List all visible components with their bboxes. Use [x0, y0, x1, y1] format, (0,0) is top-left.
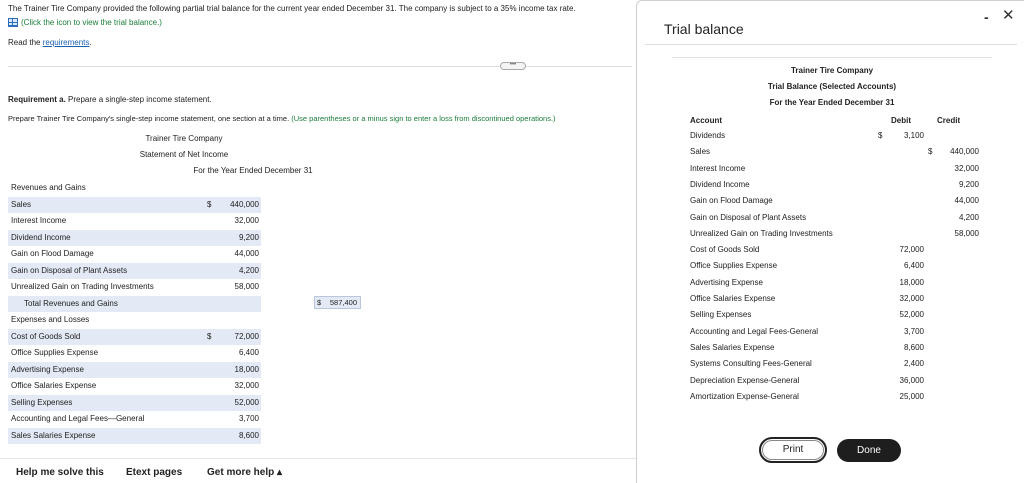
tb-debit	[862, 275, 924, 291]
tb-credit-value: 58,000	[954, 228, 979, 238]
statement-row	[8, 279, 261, 296]
tb-credit	[924, 177, 979, 193]
tb-company: Trainer Tire Company	[790, 66, 874, 75]
tb-row	[672, 324, 992, 340]
amount-value[interactable]: 32,000	[234, 216, 259, 225]
tb-account: Accounting and Legal Fees-General	[690, 326, 819, 336]
tb-account: Systems Consulting Fees-General	[690, 359, 812, 369]
tb-debit-value: 6,400	[903, 261, 924, 271]
view-trial-balance-text[interactable]: (Click the icon to view the trial balance.)	[21, 18, 162, 27]
tb-account: Office Supplies Expense	[690, 261, 778, 271]
done-button[interactable]: Done	[837, 439, 901, 462]
tb-debit-dollar: $	[878, 131, 883, 140]
tb-account: Selling Expenses	[690, 310, 752, 320]
requirement-a-text: Prepare a single-step income statement.	[68, 95, 212, 104]
tb-credit-dollar: $	[928, 147, 933, 157]
minimize-button[interactable]: -	[984, 9, 989, 25]
read-prefix: Read the	[8, 38, 41, 47]
problem-intro: The Trainer Tire Company provided the following partial trial balance for the current year ended December 31. The company is subject to a 35% income tax rate.	[8, 4, 576, 13]
help-bar	[0, 458, 636, 483]
statement-row-label[interactable]: Accounting and Legal Fees—General	[11, 414, 145, 423]
tb-debit	[862, 291, 924, 307]
tb-account: Depreciation Expense-General	[690, 375, 800, 385]
statement-row-label[interactable]: Revenues and Gains	[11, 183, 86, 192]
statement-row-amount[interactable]	[205, 329, 261, 346]
tb-row	[672, 128, 992, 144]
trial-balance-table	[672, 57, 992, 425]
statement-row-amount[interactable]	[205, 411, 261, 428]
tb-row	[672, 275, 992, 291]
statement-title: Statement of Net Income	[139, 150, 229, 159]
tb-debit	[862, 340, 924, 356]
tb-credit-value: 44,000	[954, 196, 979, 206]
tb-row	[672, 373, 992, 389]
tb-debit-value: 36,000	[899, 375, 924, 385]
tb-period: For the Year Ended December 31	[769, 98, 895, 107]
amount-value[interactable]: 9,200	[238, 232, 259, 242]
statement-row-amount[interactable]	[205, 263, 261, 280]
tb-debit-value: 3,100	[903, 131, 924, 140]
tb-row	[672, 193, 992, 209]
requirement-a	[8, 95, 212, 104]
prepare-text: Prepare Trainer Tire Company's single-step income statement, one section at a time.	[8, 114, 290, 123]
tb-row	[672, 389, 992, 405]
amount-dollar-sign: $	[207, 331, 212, 341]
tb-row	[672, 161, 992, 177]
tb-credit	[924, 226, 979, 242]
statement-company: Trainer Tire Company	[145, 134, 223, 143]
trial-balance-dialog	[636, 0, 1024, 483]
statement-row-label[interactable]: Office Salaries Expense	[11, 381, 97, 390]
statement-row	[8, 296, 261, 313]
help-me-solve-button[interactable]: Help me solve this	[16, 467, 104, 478]
statement-row-label[interactable]: Expenses and Losses	[11, 315, 90, 324]
get-more-help-button[interactable]: Get more help ▴	[207, 467, 283, 478]
tb-debit	[862, 258, 924, 274]
tb-row	[672, 356, 992, 372]
statement-row	[8, 312, 261, 329]
statement-row-label[interactable]: Total Revenues and Gains	[24, 298, 118, 308]
dialog-divider	[645, 44, 1017, 45]
amount-dollar-sign: $	[207, 199, 212, 209]
statement-row-amount[interactable]	[205, 395, 261, 412]
tb-credit	[924, 193, 979, 209]
etext-pages-button[interactable]: Etext pages	[126, 467, 183, 478]
tb-credit-value: 4,200	[958, 212, 979, 222]
statement-period: For the Year Ended December 31	[193, 166, 313, 175]
section-divider	[8, 66, 632, 67]
tb-debit	[862, 356, 924, 372]
statement-row	[8, 428, 261, 445]
tb-debit-value: 25,000	[899, 391, 924, 401]
tb-credit-value: 440,000	[950, 147, 979, 157]
statement-row-label[interactable]: Advertising Expense	[11, 364, 84, 374]
tb-debit-value: 72,000	[899, 245, 924, 255]
tb-debit	[862, 373, 924, 389]
tb-account: Interest Income	[690, 163, 746, 173]
tb-debit	[862, 128, 924, 144]
tb-credit	[924, 161, 979, 177]
total-revenues-input[interactable]	[314, 296, 361, 309]
tb-account: Office Salaries Expense	[690, 294, 776, 303]
statement-row-label[interactable]: Interest Income	[11, 216, 67, 225]
tb-subtitle: Trial Balance (Selected Accounts)	[767, 82, 897, 91]
amount-value[interactable]: 44,000	[234, 249, 259, 258]
tb-account: Advertising Expense	[690, 277, 763, 287]
amount-value[interactable]: 3,700	[238, 414, 259, 423]
tb-account: Dividend Income	[690, 179, 750, 189]
statement-row-amount[interactable]	[205, 197, 261, 214]
tb-debit-value: 8,600	[903, 342, 924, 352]
tb-debit-value: 52,000	[899, 310, 924, 320]
statement-row	[8, 263, 261, 280]
tb-account: Cost of Goods Sold	[690, 245, 760, 255]
amount-value[interactable]: 4,200	[238, 265, 259, 275]
tb-row	[672, 210, 992, 226]
statement-row-amount[interactable]	[205, 213, 261, 230]
statement-row-label[interactable]: Sales	[11, 199, 32, 209]
statement-row	[8, 378, 261, 395]
tb-row	[672, 340, 992, 356]
close-icon[interactable]: ✕	[1002, 7, 1015, 24]
statement-row-label[interactable]: Unrealized Gain on Trading Investments	[11, 282, 154, 291]
amount-value[interactable]: 72,000	[234, 331, 259, 341]
statement-row-amount[interactable]	[205, 362, 261, 379]
statement-row-label[interactable]: Gain on Disposal of Plant Assets	[11, 265, 128, 275]
tb-credit	[924, 144, 979, 160]
tb-account: Sales Salaries Expense	[690, 342, 775, 352]
tb-row	[672, 226, 992, 242]
amount-value[interactable]: 6,400	[238, 348, 259, 357]
tb-row	[672, 242, 992, 258]
tb-credit-value: 9,200	[958, 179, 979, 189]
tb-debit	[862, 389, 924, 405]
statement-row-amount[interactable]	[205, 378, 261, 395]
statement-row-label[interactable]: Selling Expenses	[11, 397, 73, 407]
statement-row	[8, 180, 261, 197]
tb-account: Sales	[690, 147, 711, 157]
total-revenues-value[interactable]: 587,400	[329, 298, 357, 307]
tb-debit-value: 3,700	[903, 326, 924, 336]
tb-debit	[862, 324, 924, 340]
income-statement-table	[8, 180, 368, 444]
tb-credit	[924, 210, 979, 226]
requirement-a-label: Requirement a.	[8, 95, 66, 104]
statement-row-amount[interactable]	[205, 230, 261, 247]
print-button[interactable]: Print	[759, 437, 827, 463]
amount-value[interactable]: 18,000	[234, 364, 259, 374]
amount-value[interactable]: 58,000	[234, 282, 259, 291]
expand-more-button[interactable]: •••	[500, 62, 526, 70]
statement-row-amount[interactable]	[205, 345, 261, 362]
tb-row	[672, 258, 992, 274]
statement-row	[8, 213, 261, 230]
requirements-link[interactable]: requirements	[42, 38, 90, 47]
amount-value[interactable]: 440,000	[230, 199, 259, 209]
read-suffix: .	[89, 38, 92, 47]
tb-debit-value: 18,000	[899, 277, 924, 287]
statement-row	[8, 246, 261, 263]
tb-credit-value: 32,000	[954, 163, 979, 173]
amount-value[interactable]: 32,000	[234, 381, 259, 390]
amount-value[interactable]: 8,600	[238, 430, 259, 440]
statement-row-label[interactable]: Cost of Goods Sold	[11, 331, 81, 341]
tb-row	[672, 177, 992, 193]
amount-value[interactable]: 52,000	[234, 397, 259, 407]
tb-account: Gain on Flood Damage	[690, 196, 773, 206]
tb-row	[672, 307, 992, 323]
dialog-title: Trial balance	[664, 21, 744, 37]
tb-debit	[862, 307, 924, 323]
statement-row	[8, 197, 261, 214]
tb-debit	[862, 242, 924, 258]
statement-row	[8, 230, 261, 247]
statement-row-label[interactable]: Office Supplies Expense	[11, 348, 99, 357]
statement-row	[8, 395, 261, 412]
tb-account: Amortization Expense-General	[690, 391, 799, 401]
prepare-instructions	[8, 114, 556, 123]
statement-row-amount[interactable]	[205, 428, 261, 445]
tb-row	[672, 144, 992, 160]
statement-row	[8, 411, 261, 428]
statement-row	[8, 362, 261, 379]
tb-row	[672, 291, 992, 307]
tb-debit-value: 32,000	[899, 294, 924, 303]
statement-row-amount[interactable]	[205, 279, 261, 296]
col-debit: Debit	[891, 116, 911, 125]
tb-debit-value: 2,400	[903, 359, 924, 369]
view-trial-balance-link[interactable]	[8, 18, 162, 27]
statement-row-amount[interactable]	[205, 246, 261, 263]
col-account: Account	[690, 116, 722, 125]
statement-row-label[interactable]: Dividend Income	[11, 232, 71, 242]
statement-row	[8, 345, 261, 362]
col-credit: Credit	[937, 116, 961, 125]
prepare-hint: (Use parentheses or a minus sign to enter a loss from discontinued operations.)	[291, 114, 556, 123]
statement-row	[8, 329, 261, 346]
tb-account: Gain on Disposal of Plant Assets	[690, 212, 807, 222]
read-requirements-line	[8, 38, 92, 47]
tb-account: Dividends	[690, 131, 726, 140]
statement-row-label[interactable]: Sales Salaries Expense	[11, 430, 96, 440]
table-icon[interactable]	[8, 18, 18, 27]
total-revenues-dollar: $	[317, 298, 322, 307]
tb-account: Unrealized Gain on Trading Investments	[690, 228, 833, 238]
statement-row-label[interactable]: Gain on Flood Damage	[11, 249, 94, 258]
